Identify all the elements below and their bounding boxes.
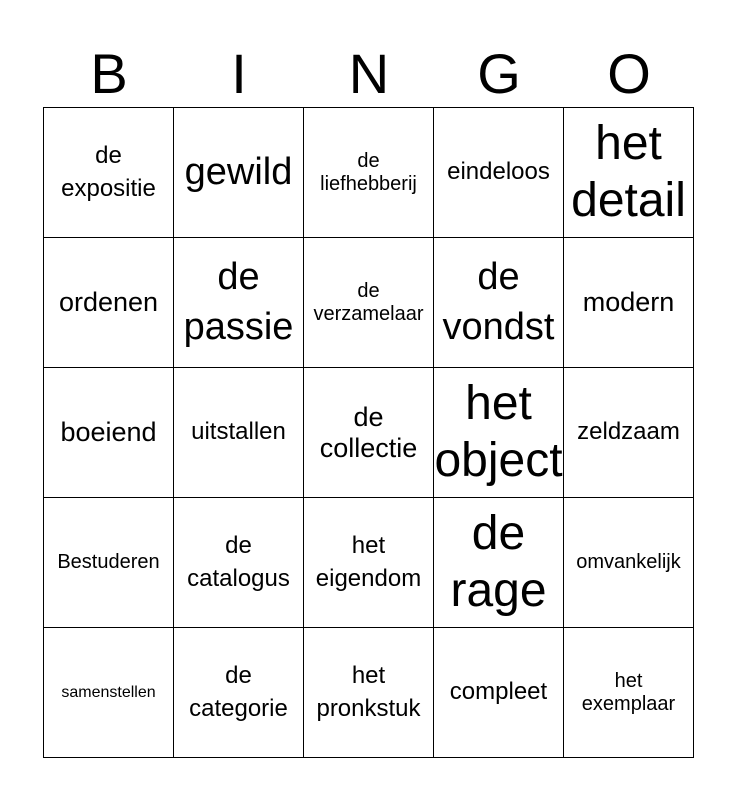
- bingo-cell[interactable]: [304, 628, 434, 758]
- bingo-cell[interactable]: [434, 628, 564, 758]
- bingo-cell-label: het detail: [571, 116, 686, 227]
- bingo-cell-label: het object: [434, 376, 563, 487]
- bingo-cell-label: gewild: [184, 150, 293, 193]
- bingo-cell[interactable]: [434, 498, 564, 628]
- header-letter-g: G: [477, 42, 521, 105]
- bingo-cell-label: modern: [582, 287, 675, 318]
- bingo-cell-label: Bestuderen: [57, 551, 160, 574]
- bingo-cell-label: de verzamelaar: [313, 280, 424, 325]
- bingo-cell-label: de passie: [183, 256, 294, 348]
- header-letter-o: O: [607, 42, 651, 105]
- bingo-cell[interactable]: [434, 108, 564, 238]
- header-letter-b: B: [90, 42, 128, 105]
- bingo-cell-label: omvankelijk: [576, 551, 681, 574]
- bingo-cell[interactable]: [434, 368, 564, 498]
- bingo-cell-label: zeldzaam: [577, 418, 680, 446]
- bingo-cell[interactable]: [174, 628, 304, 758]
- bingo-cell-label: samenstellen: [61, 683, 156, 701]
- bingo-cell[interactable]: [44, 368, 174, 498]
- bingo-cell[interactable]: [564, 368, 694, 498]
- bingo-cell[interactable]: [44, 628, 174, 758]
- bingo-cell-label: de catalogus: [187, 532, 290, 592]
- bingo-cell-label: boeiend: [60, 417, 157, 448]
- bingo-cell[interactable]: [44, 108, 174, 238]
- bingo-cell-label: de vondst: [442, 256, 555, 348]
- bingo-cell-label: de liefhebberij: [320, 150, 417, 195]
- bingo-cell-label: de categorie: [189, 662, 288, 722]
- bingo-cell[interactable]: [564, 628, 694, 758]
- bingo-cell-label: de expositie: [61, 142, 156, 202]
- bingo-cell-label: de rage: [450, 506, 547, 617]
- bingo-cell-label: het exemplaar: [581, 670, 676, 715]
- bingo-cell[interactable]: [304, 238, 434, 368]
- bingo-cell[interactable]: [564, 108, 694, 238]
- bingo-cell[interactable]: [304, 498, 434, 628]
- bingo-cell[interactable]: [564, 238, 694, 368]
- bingo-cell-label: het pronkstuk: [316, 662, 421, 722]
- bingo-cell[interactable]: [304, 108, 434, 238]
- bingo-cell-label: de collectie: [319, 402, 418, 463]
- bingo-cell[interactable]: [434, 238, 564, 368]
- bingo-cell-label: uitstallen: [191, 418, 286, 446]
- bingo-cell-label: ordenen: [58, 287, 159, 318]
- bingo-cell-label: compleet: [449, 678, 548, 706]
- bingo-cell[interactable]: [564, 498, 694, 628]
- bingo-cell[interactable]: [174, 498, 304, 628]
- bingo-header: [44, 40, 694, 108]
- bingo-board: [43, 107, 694, 758]
- bingo-cell-label: het eigendom: [315, 532, 422, 592]
- bingo-cell[interactable]: [174, 238, 304, 368]
- header-letter-n: N: [348, 42, 390, 105]
- bingo-cell[interactable]: [44, 498, 174, 628]
- bingo-cell[interactable]: [304, 368, 434, 498]
- bingo-cell[interactable]: [174, 108, 304, 238]
- header-letter-i: I: [231, 42, 247, 105]
- bingo-cell[interactable]: [44, 238, 174, 368]
- bingo-cell[interactable]: [174, 368, 304, 498]
- bingo-cell-label: eindeloos: [447, 158, 550, 186]
